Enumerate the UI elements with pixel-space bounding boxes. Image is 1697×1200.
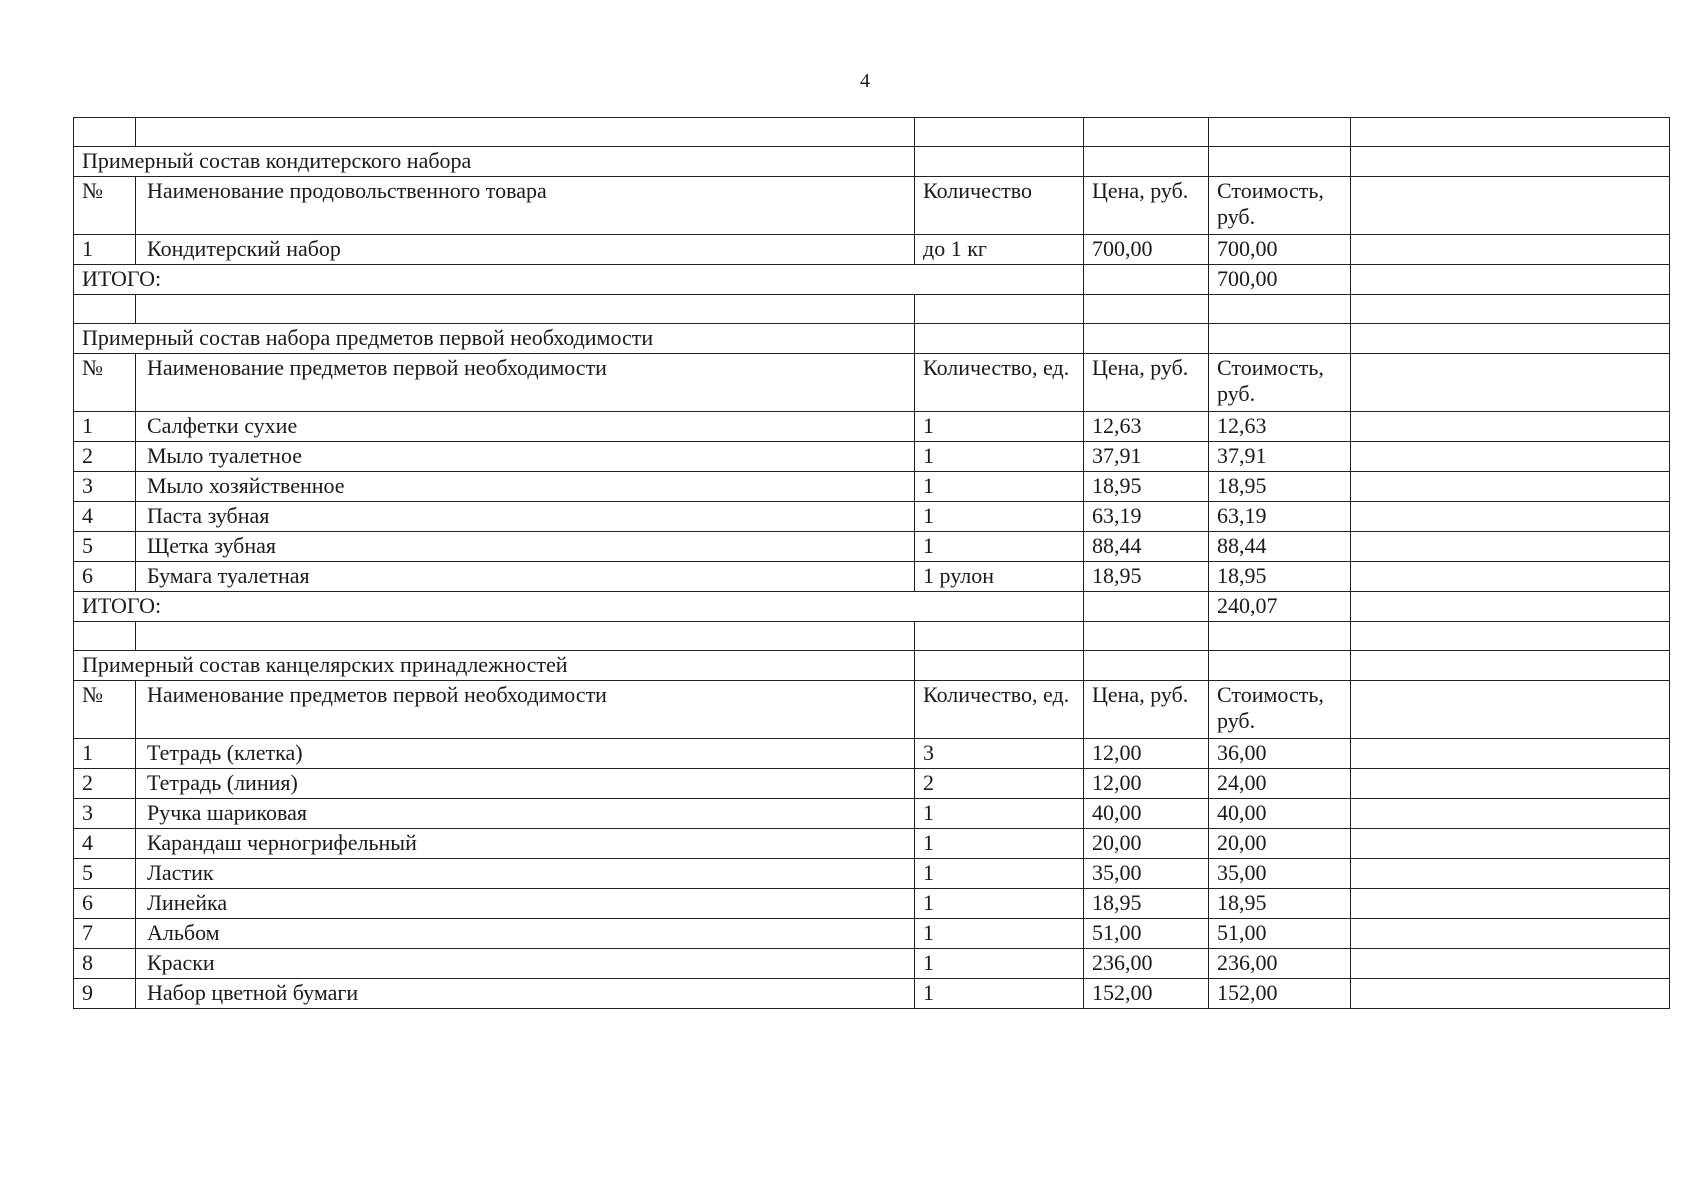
empty-cell <box>915 324 1084 354</box>
empty-cell <box>1351 829 1670 859</box>
header-price: Цена, руб. <box>1084 681 1209 739</box>
header-quantity: Количество, ед. <box>915 354 1084 412</box>
row-num: 5 <box>74 532 136 562</box>
empty-cell <box>1084 651 1209 681</box>
row-quantity: 1 <box>915 799 1084 829</box>
row-quantity: 1 <box>915 979 1084 1009</box>
row-name: Мыло хозяйственное <box>136 472 915 502</box>
header-num: № <box>74 681 136 739</box>
total-row <box>74 592 1670 622</box>
empty-cell <box>74 295 136 324</box>
table-row <box>74 502 1670 532</box>
row-quantity: 1 рулон <box>915 562 1084 592</box>
header-name: Наименование предметов первой необходимости <box>136 354 915 412</box>
row-price: 40,00 <box>1084 799 1209 829</box>
row-cost: 18,95 <box>1209 889 1351 919</box>
table-row <box>74 532 1670 562</box>
row-cost: 236,00 <box>1209 949 1351 979</box>
row-cost: 35,00 <box>1209 859 1351 889</box>
table-row <box>74 412 1670 442</box>
column-header-row <box>74 681 1670 739</box>
empty-cell <box>1351 324 1670 354</box>
empty-cell <box>136 622 915 651</box>
total-label: ИТОГО: <box>74 265 1084 295</box>
section-title: Примерный состав кондитерского набора <box>74 147 915 177</box>
row-quantity: 3 <box>915 739 1084 769</box>
row-num: 6 <box>74 562 136 592</box>
header-price: Цена, руб. <box>1084 354 1209 412</box>
row-quantity: 1 <box>915 859 1084 889</box>
header-num: № <box>74 354 136 412</box>
empty-cell <box>1209 324 1351 354</box>
row-cost: 18,95 <box>1209 562 1351 592</box>
row-cost: 88,44 <box>1209 532 1351 562</box>
row-name: Тетрадь (линия) <box>136 769 915 799</box>
row-quantity: 1 <box>915 532 1084 562</box>
empty-cell <box>1351 118 1670 147</box>
row-cost: 37,91 <box>1209 442 1351 472</box>
empty-cell <box>1209 622 1351 651</box>
row-price: 700,00 <box>1084 235 1209 265</box>
empty-cell <box>915 651 1084 681</box>
table-row <box>74 859 1670 889</box>
row-cost: 12,63 <box>1209 412 1351 442</box>
header-cost: Стоимость, руб. <box>1209 681 1351 739</box>
empty-cell <box>1209 651 1351 681</box>
table-row <box>74 889 1670 919</box>
row-price: 20,00 <box>1084 829 1209 859</box>
empty-cell <box>1351 295 1670 324</box>
empty-cell <box>1084 295 1209 324</box>
empty-cell <box>1351 177 1670 235</box>
page-number: 4 <box>860 70 870 92</box>
section-title-row <box>74 651 1670 681</box>
header-price: Цена, руб. <box>1084 177 1209 235</box>
row-num: 8 <box>74 949 136 979</box>
empty-cell <box>1351 979 1670 1009</box>
row-name: Щетка зубная <box>136 532 915 562</box>
row-name: Салфетки сухие <box>136 412 915 442</box>
header-name: Наименование предметов первой необходимости <box>136 681 915 739</box>
empty-cell <box>1351 739 1670 769</box>
row-quantity: 2 <box>915 769 1084 799</box>
row-name: Ластик <box>136 859 915 889</box>
empty-cell <box>74 622 136 651</box>
empty-cell <box>1351 147 1670 177</box>
empty-cell <box>1351 412 1670 442</box>
row-num: 3 <box>74 799 136 829</box>
table-row <box>74 919 1670 949</box>
table-row <box>74 799 1670 829</box>
row-name: Линейка <box>136 889 915 919</box>
row-quantity: 1 <box>915 919 1084 949</box>
empty-cell <box>1351 442 1670 472</box>
row-cost: 40,00 <box>1209 799 1351 829</box>
column-header-row <box>74 354 1670 412</box>
row-num: 4 <box>74 502 136 532</box>
row-price: 12,00 <box>1084 739 1209 769</box>
empty-cell <box>1351 532 1670 562</box>
row-name: Набор цветной бумаги <box>136 979 915 1009</box>
section-title: Примерный состав канцелярских принадлежностей <box>74 651 915 681</box>
empty-cell <box>1351 681 1670 739</box>
section-title-row <box>74 324 1670 354</box>
row-cost: 700,00 <box>1209 235 1351 265</box>
empty-cell <box>1351 889 1670 919</box>
header-name: Наименование продовольственного товара <box>136 177 915 235</box>
empty-cell <box>1209 147 1351 177</box>
row-price: 37,91 <box>1084 442 1209 472</box>
row-num: 2 <box>74 769 136 799</box>
empty-cell <box>1351 472 1670 502</box>
empty-cell <box>915 147 1084 177</box>
header-quantity: Количество, ед. <box>915 681 1084 739</box>
table-row <box>74 979 1670 1009</box>
empty-cell <box>1084 265 1209 295</box>
row-name: Тетрадь (клетка) <box>136 739 915 769</box>
row-cost: 152,00 <box>1209 979 1351 1009</box>
empty-cell <box>1351 919 1670 949</box>
row-quantity: до 1 кг <box>915 235 1084 265</box>
empty-cell <box>1084 147 1209 177</box>
row-num: 7 <box>74 919 136 949</box>
row-num: 3 <box>74 472 136 502</box>
total-row <box>74 265 1670 295</box>
spacer-row <box>74 118 1670 147</box>
goods-composition-table <box>73 117 1670 1009</box>
empty-cell <box>1209 118 1351 147</box>
row-name: Краски <box>136 949 915 979</box>
empty-cell <box>136 295 915 324</box>
total-value: 700,00 <box>1209 265 1351 295</box>
empty-cell <box>1084 118 1209 147</box>
empty-cell <box>1084 324 1209 354</box>
table-row <box>74 472 1670 502</box>
row-cost: 36,00 <box>1209 739 1351 769</box>
row-num: 1 <box>74 235 136 265</box>
table-row <box>74 442 1670 472</box>
row-price: 236,00 <box>1084 949 1209 979</box>
empty-cell <box>1351 769 1670 799</box>
empty-cell <box>136 118 915 147</box>
row-num: 6 <box>74 889 136 919</box>
row-cost: 18,95 <box>1209 472 1351 502</box>
row-name: Ручка шариковая <box>136 799 915 829</box>
table-row <box>74 769 1670 799</box>
row-name: Карандаш черногрифельный <box>136 829 915 859</box>
header-cost: Стоимость, руб. <box>1209 354 1351 412</box>
section-title: Примерный состав набора предметов первой необходимости <box>74 324 915 354</box>
row-price: 152,00 <box>1084 979 1209 1009</box>
row-name: Альбом <box>136 919 915 949</box>
empty-cell <box>1351 235 1670 265</box>
total-label: ИТОГО: <box>74 592 1084 622</box>
row-cost: 20,00 <box>1209 829 1351 859</box>
empty-cell <box>1351 502 1670 532</box>
header-cost: Стоимость, руб. <box>1209 177 1351 235</box>
row-quantity: 1 <box>915 502 1084 532</box>
total-value: 240,07 <box>1209 592 1351 622</box>
row-num: 2 <box>74 442 136 472</box>
section-title-row <box>74 147 1670 177</box>
empty-cell <box>1351 651 1670 681</box>
table-row <box>74 562 1670 592</box>
row-price: 18,95 <box>1084 472 1209 502</box>
row-price: 18,95 <box>1084 889 1209 919</box>
row-name: Кондитерский набор <box>136 235 915 265</box>
empty-cell <box>1351 859 1670 889</box>
row-price: 88,44 <box>1084 532 1209 562</box>
row-quantity: 1 <box>915 472 1084 502</box>
empty-cell <box>74 118 136 147</box>
table-row <box>74 949 1670 979</box>
empty-cell <box>1209 295 1351 324</box>
empty-cell <box>1351 799 1670 829</box>
row-num: 9 <box>74 979 136 1009</box>
empty-cell <box>1351 265 1670 295</box>
row-quantity: 1 <box>915 412 1084 442</box>
row-quantity: 1 <box>915 949 1084 979</box>
table-body <box>74 118 1670 1009</box>
row-name: Бумага туалетная <box>136 562 915 592</box>
row-price: 12,63 <box>1084 412 1209 442</box>
table-row <box>74 739 1670 769</box>
header-num: № <box>74 177 136 235</box>
row-num: 1 <box>74 412 136 442</box>
row-price: 12,00 <box>1084 769 1209 799</box>
spacer-row <box>74 622 1670 651</box>
empty-cell <box>1351 592 1670 622</box>
empty-cell <box>915 622 1084 651</box>
row-name: Мыло туалетное <box>136 442 915 472</box>
row-quantity: 1 <box>915 889 1084 919</box>
empty-cell <box>915 295 1084 324</box>
empty-cell <box>1351 562 1670 592</box>
empty-cell <box>1351 622 1670 651</box>
row-name: Паста зубная <box>136 502 915 532</box>
empty-cell <box>1351 354 1670 412</box>
row-num: 1 <box>74 739 136 769</box>
spacer-row <box>74 295 1670 324</box>
row-quantity: 1 <box>915 442 1084 472</box>
row-num: 5 <box>74 859 136 889</box>
row-cost: 63,19 <box>1209 502 1351 532</box>
table-row <box>74 829 1670 859</box>
empty-cell <box>1351 949 1670 979</box>
table-row <box>74 235 1670 265</box>
empty-cell <box>1084 622 1209 651</box>
row-num: 4 <box>74 829 136 859</box>
row-price: 63,19 <box>1084 502 1209 532</box>
column-header-row <box>74 177 1670 235</box>
empty-cell <box>915 118 1084 147</box>
row-cost: 24,00 <box>1209 769 1351 799</box>
header-quantity: Количество <box>915 177 1084 235</box>
row-price: 51,00 <box>1084 919 1209 949</box>
row-cost: 51,00 <box>1209 919 1351 949</box>
row-price: 35,00 <box>1084 859 1209 889</box>
row-quantity: 1 <box>915 829 1084 859</box>
row-price: 18,95 <box>1084 562 1209 592</box>
empty-cell <box>1084 592 1209 622</box>
